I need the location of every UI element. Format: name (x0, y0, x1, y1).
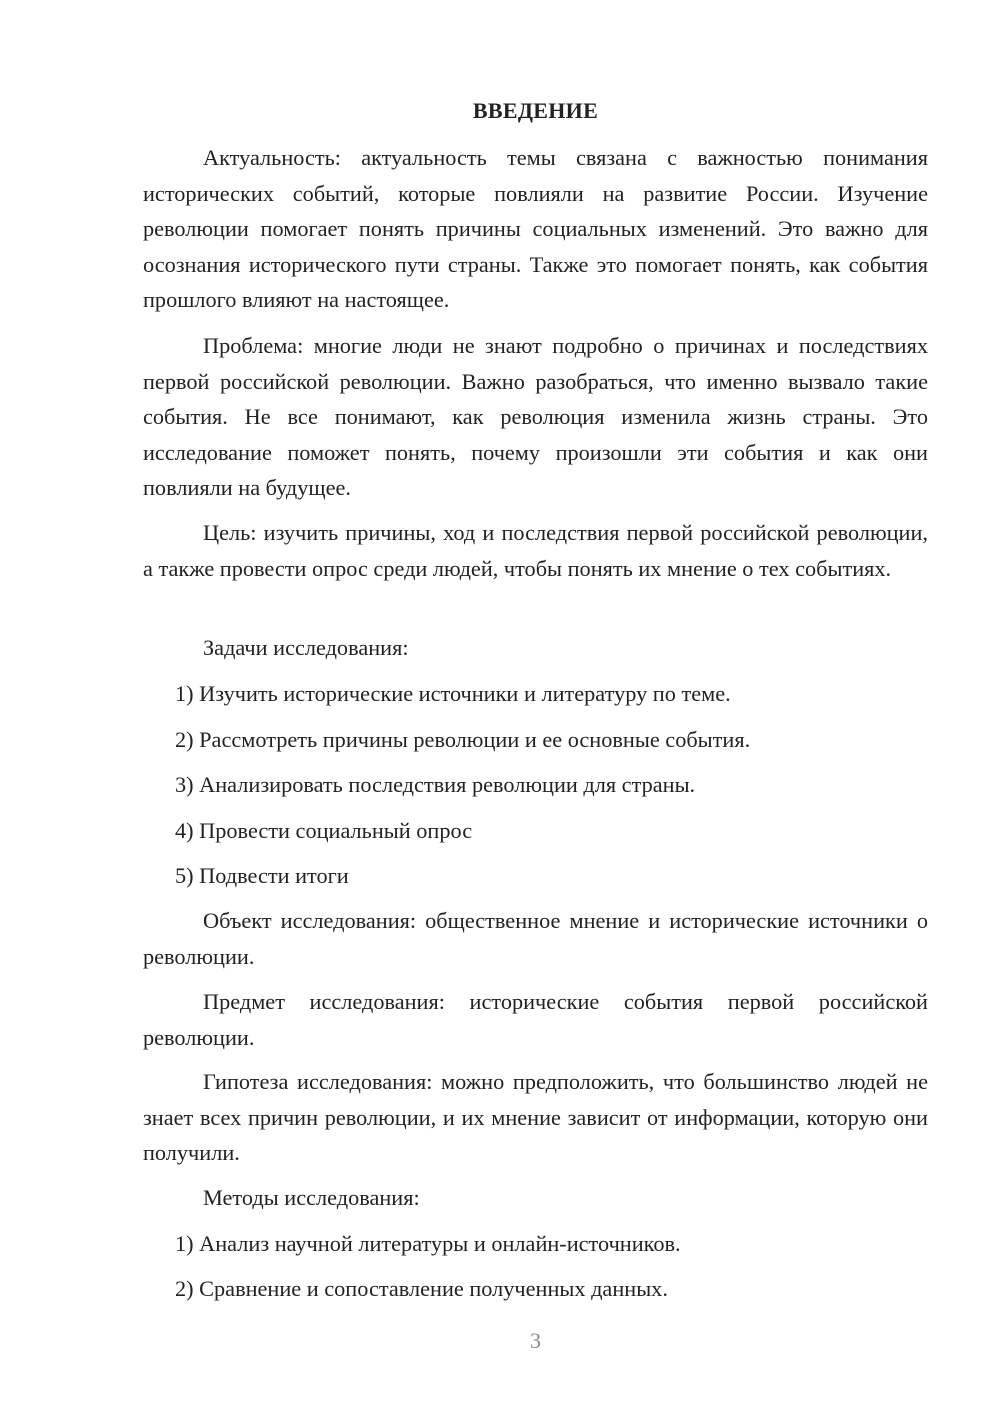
method-item: 1) Анализ научной литературы и онлайн-источников. (175, 1231, 681, 1256)
goal-paragraph: Цель: изучить причины, ход и последствия первой российской революции, а также провести опрос среди людей, чтобы понять их мнение о тех событиях. (143, 520, 928, 581)
document-page (143, 0, 928, 1414)
relevance-paragraph: Актуальность: актуальность темы связана с важностью понимания исторических событий, которые повлияли на развитие России. Изучение революции помогает понять причины социальных изменений. Это важно для осознания исторического пути страны. Также это помогает понять, как события прошлого влияют на настоящее. (143, 145, 928, 312)
methods-heading: Методы исследования: (203, 1185, 420, 1210)
page-title: ВВЕДЕНИЕ (472, 98, 599, 123)
task-item: 3) Анализировать последствия революции для страны. (175, 772, 696, 797)
hypothesis-paragraph: Гипотеза исследования: можно предположить, что большинство людей не знает всех причин революции, и их мнение зависит от информации, которую они получили. (143, 1069, 928, 1165)
object-paragraph: Объект исследования: общественное мнение и исторические источники о революции. (143, 908, 928, 969)
tasks-heading: Задачи исследования: (203, 635, 409, 660)
subject-paragraph: Предмет исследования: исторические события первой российской революции. (143, 989, 928, 1050)
task-item: 4) Провести социальный опрос (175, 818, 473, 843)
task-item: 5) Подвести итоги (175, 863, 349, 888)
method-item: 2) Сравнение и сопоставление полученных данных. (175, 1276, 668, 1301)
problem-paragraph: Проблема: многие люди не знают подробно о причинах и последствиях первой российской революции. Важно разобраться, что именно вызвало такие события. Не все понимают, как революция изменила жизнь страны. Это исследование поможет понять, почему произошли эти события и как они повлияли на будущее. (143, 333, 928, 500)
task-item: 1) Изучить исторические источники и литературу по теме. (175, 681, 731, 706)
task-item: 2) Рассмотреть причины революции и ее основные события. (175, 727, 751, 752)
page-number: 3 (530, 1328, 541, 1353)
